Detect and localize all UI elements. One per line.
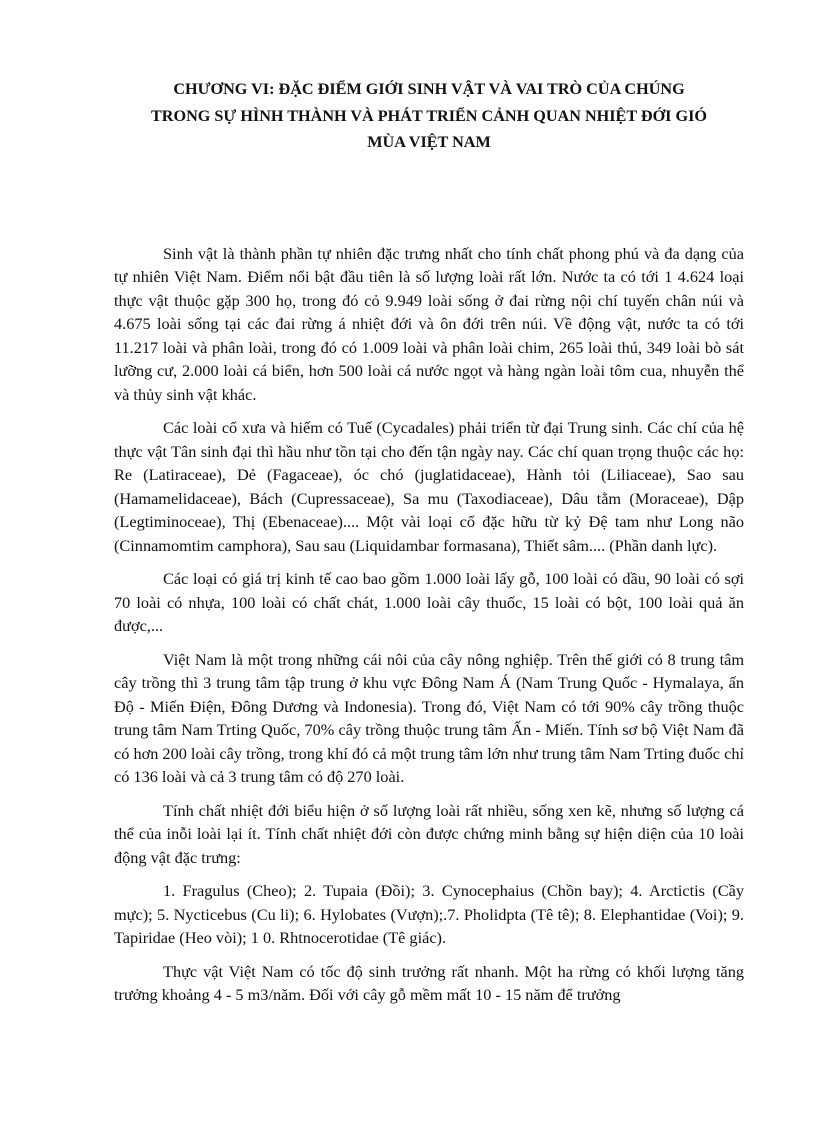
paragraph-species-count: Sinh vật là thành phần tự nhiên đặc trưng nhất cho tính chất phong phú và đa dạng của tự nhiên Việt Nam. Điểm nổi bật đầu tiên là số lượng loài rất lớn. Nước ta có tới 1 4.624 loại thực vật thuộc gặp 300 họ, trong đó cỏ 9.949 loài sống ở đai rừng nội chí tuyến chân núi và 4.675 loài sống tại các đai rừng á nhiệt đới và ôn đới trên núi. Về động vật, nước ta có tới 11.217 loài và phân loài, trong đó có 1.009 loài và phân loài chim, 265 loài thú, 349 loài bò sát lưỡng cư, 2.000 loài cá biển, hơn 500 loài cá nước ngọt và hàng ngàn loài tôm cua, nhuyễn thể và thủy sinh vật khác. — [114, 243, 744, 404]
document-body — [114, 242, 744, 1007]
chapter-title-line: CHƯƠNG VI: ĐẶC ĐIỂM GIỚI SINH VẬT VÀ VAI TRÒ CỦA CHÚNG — [173, 80, 685, 98]
paragraph-ancient-species: Các loài cổ xưa và hiếm có Tuế (Cycadales) phải triển từ đại Trung sinh. Các chí của hệ thực vật Tân sinh đại thì hầu như tồn tại cho đến tận ngày nay. Các chí quan trọng thuộc các họ: Re (Latiraceae), Dẻ (Fagaceae), óc chó (juglatidaceae), Hành tỏi (Liliaceae), Sao sau (Hamamelidaceae), Bách (Cupressaceae), Sa mu (Taxodiaceae), Dâu tằm (Moraceae), Dập (Legtiminoceae), Thị (Ebenaceae).... Một vài loại cổ đặc hữu từ kỷ Đệ tam như Long não (Cinnamomtim camphora), Sau sau (Liquidambar formasana), Thiết sâm.... (Phần danh lực). — [114, 418, 744, 555]
chapter-title-line: TRONG SỰ HÌNH THÀNH VÀ PHÁT TRIỂN CẢNH QUAN NHIỆT ĐỚI GIÓ — [150, 106, 707, 125]
paragraph-economic-value: Các loại có giá trị kinh tế cao bao gồm 1.000 loài lấy gỗ, 100 loài có dầu, 90 loài có sợi 70 loài có nhựa, 100 loài có chất chát, 1.000 loài cây thuốc, 15 loài có bột, 100 loài quả ăn được,... — [114, 569, 744, 635]
paragraph-growth-rate: Thực vật Việt Nam có tốc độ sinh trưởng rất nhanh. Một ha rừng có khối lượng tăng trưởng khoảng 4 - 5 m3/năm. Đối với cây gỗ mềm mất 10 - 15 năm để trưởng — [114, 961, 744, 1004]
chapter-title-line: MÙA VIỆT NAM — [367, 133, 491, 151]
document-page — [114, 76, 744, 1017]
paragraph-tropical-character: Tính chất nhiệt đới biểu hiện ở số lượng loài rất nhiều, sống xen kẽ, nhưng số lượng cá thể của inỗi loài lại ít. Tính chất nhiệt đới còn được chứng minh bằng sự hiện diện của 10 loài động vật đặc trưng: — [114, 800, 744, 867]
chapter-title — [114, 76, 744, 156]
paragraph-animal-list: 1. Fragulus (Cheo); 2. Tupaia (Đồi); 3. Cynocephaius (Chồn bay); 4. Arctictis (Cầy mực); 5. Nycticebus (Cu li); 6. Hylobates (Vượn);.7. Pholidpta (Tê tê); 8. Elephantidae (Voi); 9. Tapiridae (Heo vòi); 1 0. Rhtnocerotidae (Tê giác). — [114, 881, 744, 947]
paragraph-agriculture-origin: Việt Nam là một trong những cái nôi của cây nông nghiệp. Trên thế giới có 8 trung tâm cây trồng thì 3 trung tâm tập trung ở khu vực Đông Nam Á (Nam Trung Quốc - Hymalaya, ấn Độ - Miến Điện, Đông Dương và Indonesia). Trong đó, Việt Nam có tới 90% cây trồng thuộc trung tâm Nam Trting Quốc, 70% cây trồng thuộc trung tâm Ấn - Miến. Tính sơ bộ Việt Nam đã có hơn 200 loài cây trồng, trong khí đó cả một trung tâm lớn như trung tâm Nam Trting đuốc chỉ có 136 loài và cả 3 trung tâm có độ 270 loài. — [114, 649, 744, 786]
